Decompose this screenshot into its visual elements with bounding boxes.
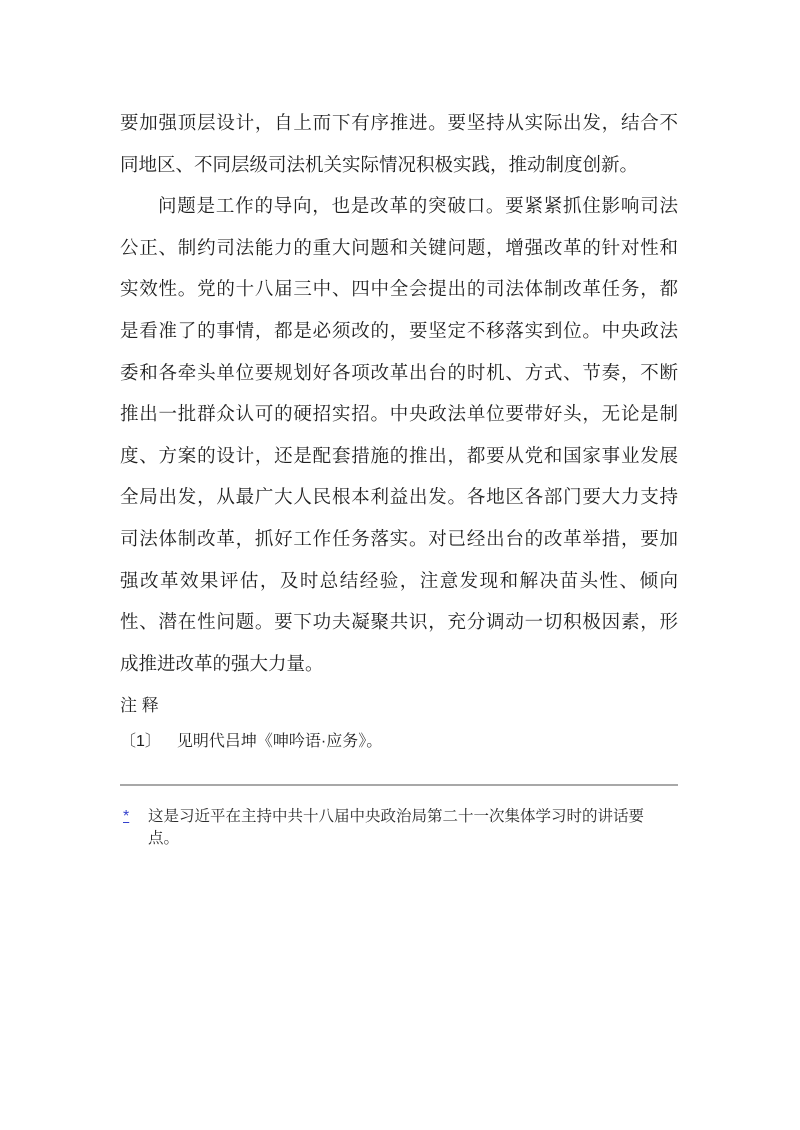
body-line: 全局出发，从最广大人民根本利益出发。各地区各部门要大力支持 <box>120 486 678 508</box>
body-line: 问题是工作的导向，也是改革的突破口。要紧紧抓住影响司法 <box>158 195 678 217</box>
footnote-divider <box>120 784 678 786</box>
footnote-line: 这是习近平在主持中共十八届中央政治局第二十一次集体学习时的讲话要 <box>148 808 645 825</box>
body-line: 性、潜在性问题。要下功夫凝聚共识，充分调动一切积极因素，形 <box>120 611 678 633</box>
body-line: 成推进改革的强大力量。 <box>120 652 324 674</box>
body-line: 司法体制改革，抓好工作任务落实。对已经出台的改革举措，要加 <box>120 527 678 549</box>
footnote-asterisk-link[interactable]: * <box>123 808 130 825</box>
footnote-text <box>148 806 682 849</box>
body-line: 委和各牵头单位要规划好各项改革出台的时机、方式、节奏，不断 <box>120 361 678 383</box>
note-marker: 〔1〕 <box>120 733 161 750</box>
body-line: 强改革效果评估，及时总结经验，注意发现和解决苗头性、倾向 <box>120 569 678 591</box>
body-line: 实效性。党的十八届三中、四中全会提出的司法体制改革任务，都 <box>120 278 678 300</box>
body-line: 要加强顶层设计，自上而下有序推进。要坚持从实际出发，结合不 <box>120 112 678 133</box>
body-line: 度、方案的设计，还是配套措施的推出，都要从党和国家事业发展 <box>120 444 678 466</box>
footnote-line: 点。 <box>148 829 180 847</box>
body-line: 是看准了的事情，都是必须改的，要坚定不移落实到位。中央政法 <box>120 319 678 341</box>
notes-heading: 注 释 <box>120 696 159 715</box>
note-text: 见明代吕坤《呻吟语·应务》。 <box>176 733 383 750</box>
footnote <box>120 806 682 849</box>
body-line: 推出一批群众认可的硬招实招。中央政法单位要带好头，无论是制 <box>120 403 678 425</box>
body-text <box>120 102 678 684</box>
note-item <box>120 732 678 752</box>
body-line: 公正、制约司法能力的重大问题和关键问题，增强改革的针对性和 <box>120 236 678 258</box>
notes-list <box>120 732 678 752</box>
body-line: 同地区、不同层级司法机关实际情况积极实践，推动制度创新。 <box>120 153 639 175</box>
